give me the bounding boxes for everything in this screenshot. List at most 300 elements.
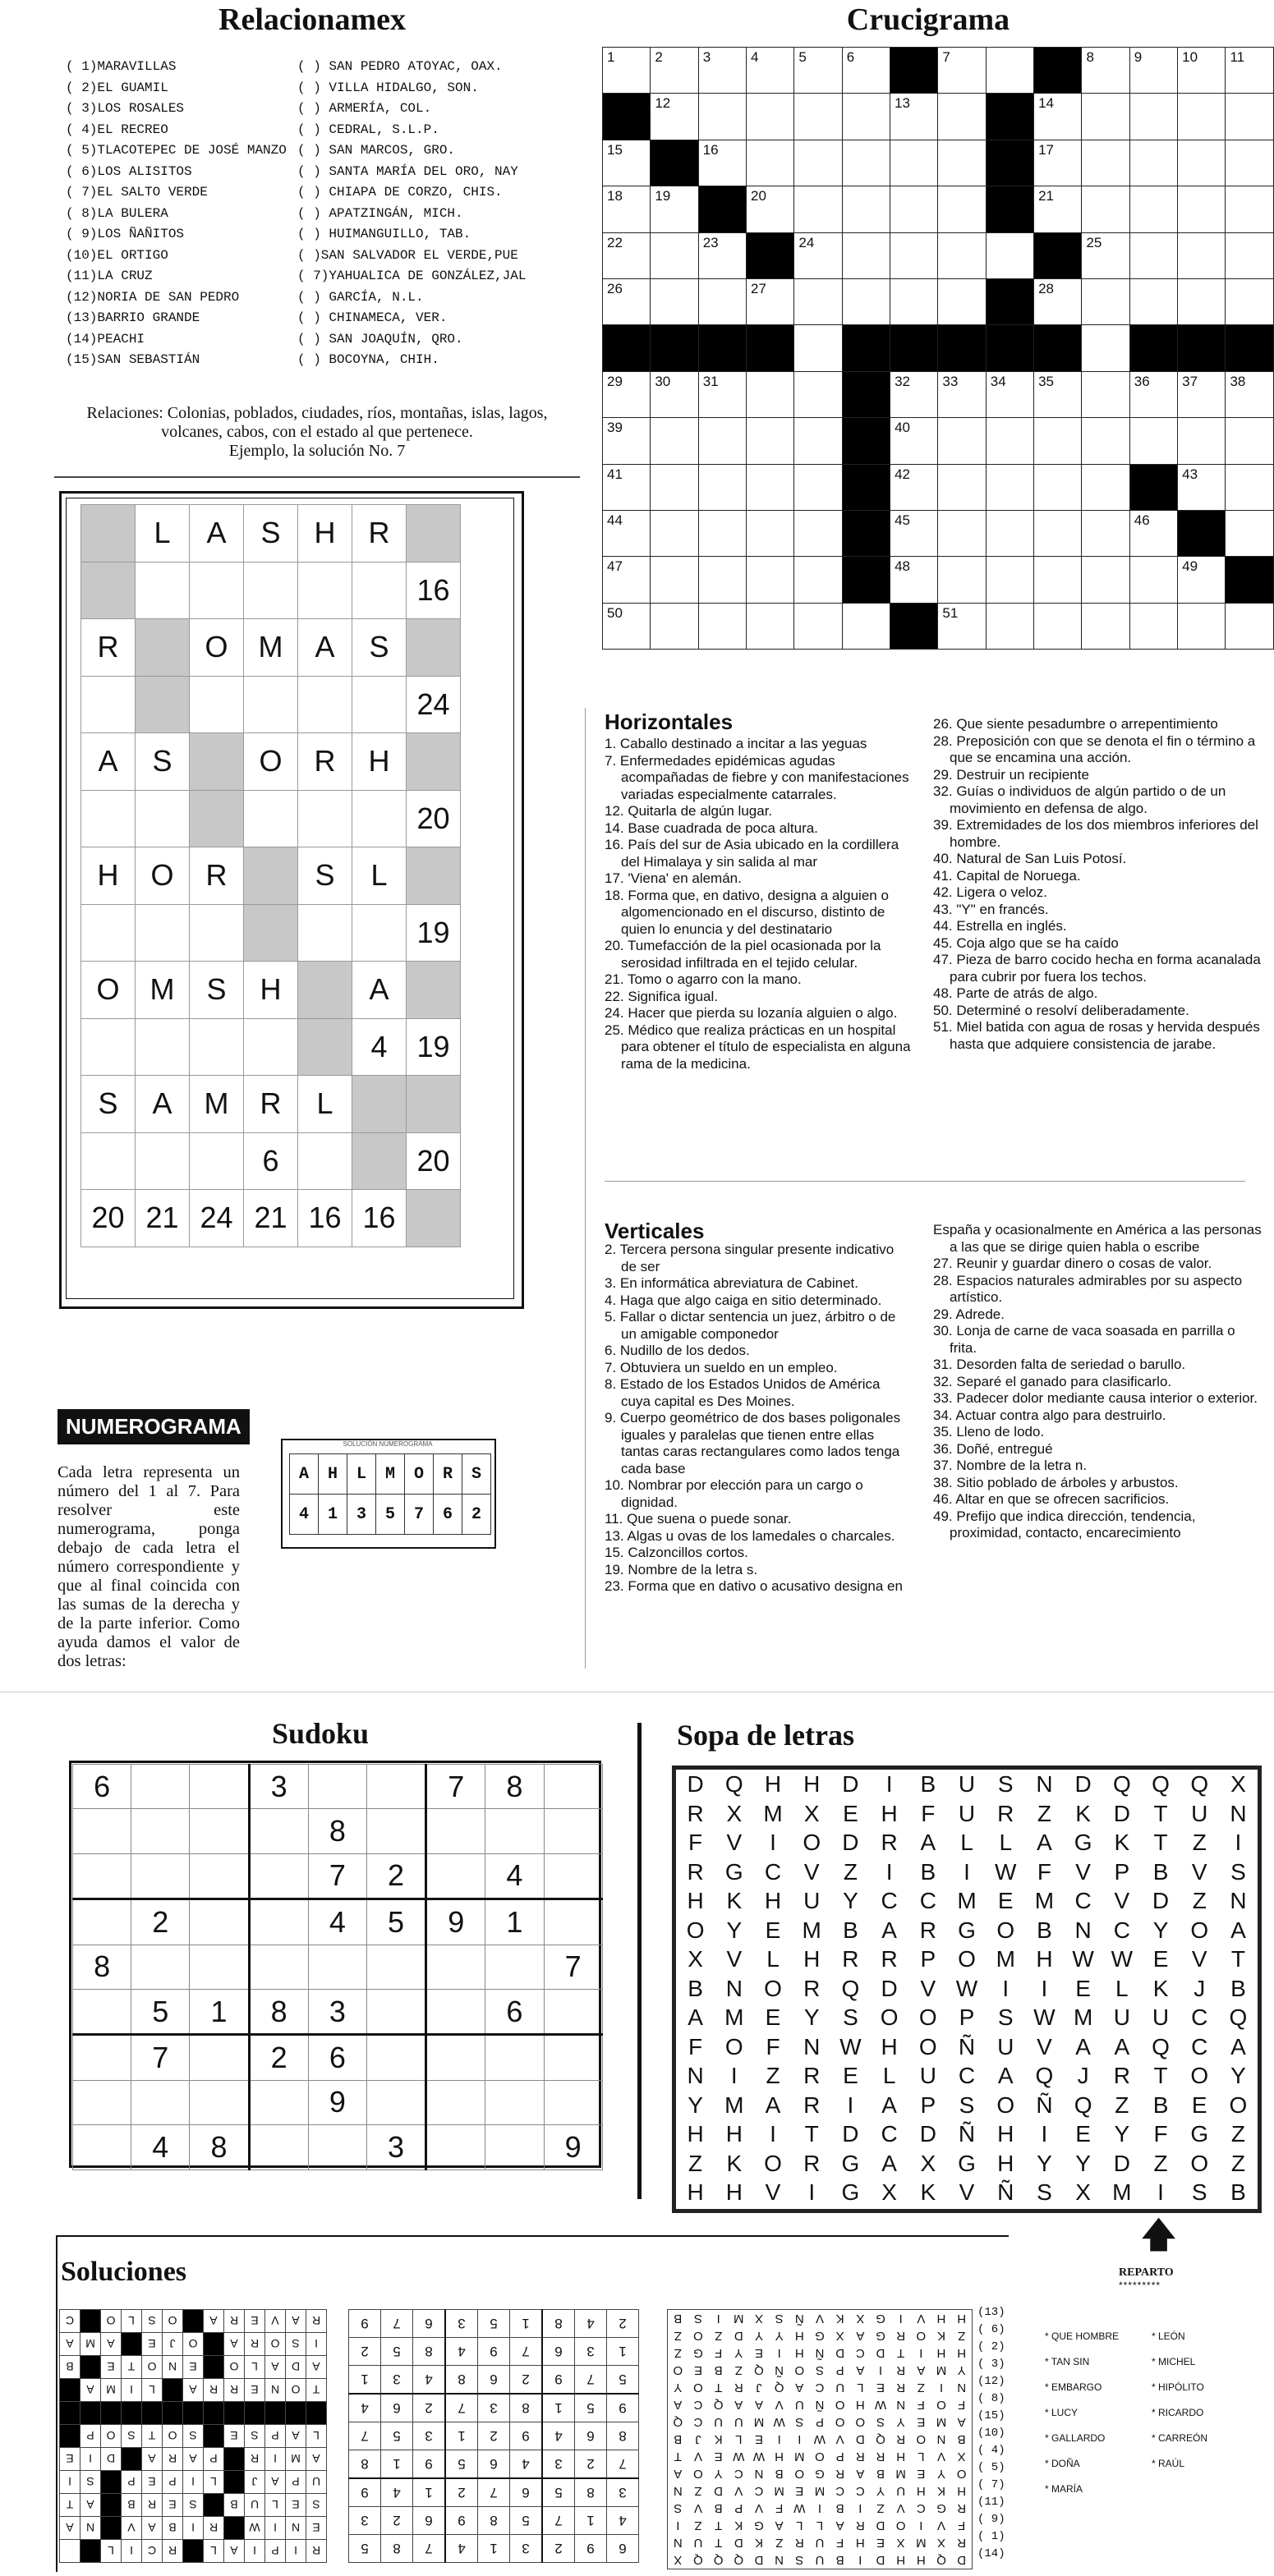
sopa-letter[interactable]: I [1235,1830,1242,1855]
sopa-letter[interactable]: Y [1075,2150,1091,2176]
sopa-letter[interactable]: L [999,1830,1013,1855]
crossword-cell[interactable] [651,510,698,556]
sopa-letter[interactable]: N [1036,1771,1053,1797]
sopa-letter[interactable]: W [839,2033,862,2059]
sudoku-cell[interactable] [190,1853,249,1899]
sopa-letter[interactable]: V [959,2179,975,2205]
sopa-letter[interactable]: N [1230,1800,1247,1826]
sopa-letter[interactable]: W [995,1858,1017,1885]
sopa-letter[interactable]: V [920,1975,936,2001]
sopa-letter[interactable]: A [920,1830,936,1855]
sopa-letter[interactable]: U [1152,2004,1170,2030]
letter-cell[interactable] [352,562,407,619]
sopa-letter[interactable]: U [919,2063,936,2088]
sudoku-cell[interactable] [249,1899,308,1945]
crossword-cell[interactable] [651,603,698,649]
sopa-letter[interactable]: A [881,1917,897,1943]
sopa-letter[interactable]: T [1153,1830,1168,1855]
letter-cell[interactable] [244,790,298,847]
sopa-letter[interactable]: E [843,1800,858,1826]
sopa-letter[interactable]: Ñ [1036,2092,1053,2118]
crossword-cell[interactable] [890,557,938,603]
relacion-state[interactable]: ( ) SANTA MARÍA DEL ORO, NAY [297,163,518,179]
sopa-letter[interactable]: R [803,2150,821,2176]
sudoku-cell[interactable] [131,1809,190,1853]
sopa-letter[interactable]: V [726,1946,743,1972]
sopa-letter[interactable]: F [1153,2121,1168,2147]
sudoku-cell[interactable] [366,1765,425,1809]
sopa-letter[interactable]: E [997,1888,1014,1913]
sopa-letter[interactable]: C [881,1888,898,1913]
sopa-letter[interactable]: X [881,2179,897,2205]
crossword-cell[interactable] [986,232,1033,278]
sopa-letter[interactable]: K [726,1888,743,1913]
sopa-letter[interactable]: G [1190,2121,1209,2147]
sopa-letter[interactable]: S [1191,2179,1207,2205]
crossword-cell[interactable] [1178,94,1226,140]
letter-cell[interactable] [190,1018,244,1076]
sopa-letter[interactable]: F [766,2033,780,2059]
sopa-letter[interactable]: V [1191,1858,1207,1885]
crossword-cell[interactable] [1178,48,1226,94]
relacion-state[interactable]: ( ) ARMERÍA, COL. [297,101,432,116]
sopa-letter[interactable]: V [803,1858,820,1885]
crossword-cell[interactable] [603,48,651,94]
sopa-letter[interactable]: G [841,2179,860,2205]
sudoku-cell[interactable] [544,1809,602,1853]
sopa-letter[interactable]: D [881,1975,898,2001]
sopa-letter[interactable]: I [770,1830,776,1855]
sopa-letter[interactable]: K [726,2150,743,2176]
sopa-letter[interactable]: N [1230,1888,1247,1913]
sopa-letter[interactable]: B [1230,1975,1246,2001]
sudoku-cell[interactable] [426,2125,485,2170]
crossword-cell[interactable] [651,557,698,603]
sudoku-cell[interactable] [544,1899,602,1945]
sopa-letter[interactable]: L [766,1946,780,1972]
sopa-letter[interactable]: S [997,2004,1014,2030]
sopa-letter[interactable]: Q [1074,2092,1092,2118]
crossword-cell[interactable] [842,278,890,324]
crossword-cell[interactable] [603,371,651,417]
sopa-letter[interactable]: M [996,1946,1015,1972]
crossword-cell[interactable] [747,557,794,603]
crossword-cell[interactable] [1034,510,1082,556]
sopa-letter[interactable]: L [1115,1975,1129,2001]
sopa-letter[interactable]: C [1191,2004,1208,2030]
crossword-cell[interactable] [651,48,698,94]
sudoku-cell[interactable] [544,1853,602,1899]
crossword-cell[interactable] [938,186,986,232]
sopa-letter[interactable]: Z [1115,2092,1129,2118]
sopa-letter[interactable]: Q [1112,1771,1131,1797]
sopa-letter[interactable]: B [1230,2179,1246,2205]
sopa-letter[interactable]: Z [1192,1888,1207,1913]
sopa-letter[interactable]: O [996,1917,1015,1943]
sopa-letter[interactable]: M [724,2092,744,2118]
sopa-letter[interactable]: U [958,1771,976,1797]
sopa-letter[interactable]: P [920,1946,936,1972]
sopa-letter[interactable]: T [1153,2063,1168,2088]
crossword-cell[interactable] [794,325,842,371]
sopa-letter[interactable]: D [1074,1771,1092,1797]
crossword-cell[interactable] [1082,48,1129,94]
sudoku-cell[interactable] [308,2125,366,2170]
sopa-letter[interactable]: C [919,1888,936,1913]
sopa-letter[interactable]: O [724,2033,743,2059]
letter-cell[interactable] [136,904,190,962]
sopa-letter[interactable]: X [1230,1771,1246,1797]
crossword-cell[interactable] [1129,278,1177,324]
relacion-state[interactable]: ( ) SAN JOAQUÍN, QRO. [297,331,463,347]
crossword-cell[interactable] [794,278,842,324]
sopa-letter[interactable]: Z [688,2150,703,2176]
sudoku-cell[interactable] [544,1765,602,1809]
crossword-cell[interactable] [794,94,842,140]
crossword-cell[interactable] [698,603,746,649]
letter-cell[interactable] [136,790,190,847]
crossword-cell[interactable] [1226,418,1274,464]
sopa-letter[interactable]: Q [1190,1771,1209,1797]
sopa-letter[interactable]: A [881,2150,897,2176]
letter-cell[interactable] [190,562,244,619]
sopa-letter[interactable]: C [764,1858,782,1885]
letter-cell[interactable] [81,1132,136,1190]
relacion-state[interactable]: ( ) SAN PEDRO ATOYAC, OAX. [297,59,503,74]
sopa-letter[interactable]: A [765,2092,781,2118]
crossword-cell[interactable] [1034,94,1082,140]
sudoku-cell[interactable] [426,1989,485,2034]
crossword-cell[interactable] [1129,48,1177,94]
crossword-cell[interactable] [1082,140,1129,186]
letter-cell[interactable] [352,790,407,847]
crossword-cell[interactable] [890,186,938,232]
sopa-letter[interactable]: U [958,1800,976,1826]
crossword-cell[interactable] [938,371,986,417]
crossword-cell[interactable] [890,94,938,140]
crossword-cell[interactable] [938,418,986,464]
relacion-state[interactable]: ( )SAN SALVADOR EL VERDE,PUE [297,247,518,263]
crossword-cell[interactable] [1226,510,1274,556]
sopa-letter[interactable]: I [770,2121,776,2147]
letter-cell[interactable] [298,676,352,733]
crossword-cell[interactable] [842,186,890,232]
letter-cell[interactable] [136,1018,190,1076]
crossword-cell[interactable] [1226,94,1274,140]
sopa-letter[interactable]: R [803,2092,821,2118]
sopa-letter[interactable]: L [960,1830,973,1855]
sopa-letter[interactable]: O [1190,1917,1209,1943]
sudoku-cell[interactable] [366,2080,425,2124]
crossword-cell[interactable] [698,94,746,140]
crossword-cell[interactable] [1226,140,1274,186]
sopa-letter[interactable]: H [687,2179,704,2205]
sopa-letter[interactable]: G [958,1917,976,1943]
crossword-cell[interactable] [1034,418,1082,464]
sopa-letter[interactable]: D [919,2121,936,2147]
crossword-cell[interactable] [1082,371,1129,417]
sopa-letter[interactable]: X [803,1800,820,1826]
sopa-letter[interactable]: R [803,1975,821,2001]
sopa-letter[interactable]: D [1113,2150,1130,2176]
sudoku-cell[interactable] [249,1809,308,1853]
sopa-letter[interactable]: A [1037,1830,1052,1855]
crossword-cell[interactable] [1082,557,1129,603]
crossword-cell[interactable] [794,371,842,417]
crossword-cell[interactable] [698,557,746,603]
crossword-cell[interactable] [842,94,890,140]
sopa-letter[interactable]: F [1037,1858,1051,1885]
sopa-letter[interactable]: H [997,2150,1014,2176]
sopa-letter[interactable]: T [804,2121,819,2147]
sopa-letter[interactable]: P [1114,1858,1130,1885]
letter-cell[interactable] [244,562,298,619]
relacion-state[interactable]: ( ) BOCOYNA, CHIH. [297,352,439,367]
sudoku-cell[interactable] [485,1809,544,1853]
letter-cell[interactable] [81,1018,136,1076]
crossword-cell[interactable] [938,48,986,94]
crossword-cell[interactable] [651,278,698,324]
sopa-letter[interactable]: Q [724,1771,743,1797]
crossword-cell[interactable] [890,232,938,278]
letter-cell[interactable] [190,1132,244,1190]
sopa-letter[interactable]: F [688,1830,703,1855]
sopa-letter[interactable]: W [1072,1946,1094,1972]
crossword-cell[interactable] [1226,232,1274,278]
sopa-letter[interactable]: E [765,1917,781,1943]
crossword-cell[interactable] [986,510,1033,556]
sopa-letter[interactable]: X [920,2150,936,2176]
sopa-letter[interactable]: A [1230,2033,1246,2059]
crossword-cell[interactable] [1178,278,1226,324]
sopa-letter[interactable]: C [1191,2033,1208,2059]
sopa-letter[interactable]: Q [1152,2033,1170,2059]
crossword-cell[interactable] [1178,371,1226,417]
sopa-letter[interactable]: Ñ [958,2121,976,2147]
relacion-state[interactable]: ( ) HUIMANGUILLO, TAB. [297,227,471,241]
sopa-letter[interactable]: Y [1230,2063,1246,2088]
sopa-letter[interactable]: Z [843,1858,858,1885]
sopa-letter[interactable]: H [687,1888,704,1913]
sopa-letter[interactable]: O [918,2004,937,2030]
crossword-cell[interactable] [698,48,746,94]
sopa-letter[interactable]: H [803,1771,821,1797]
crossword-cell[interactable] [1082,94,1129,140]
sopa-letter[interactable]: M [1034,1888,1055,1913]
crossword-cell[interactable] [1226,371,1274,417]
crossword-cell[interactable] [603,603,651,649]
sopa-letter[interactable]: O [958,1946,976,1972]
sudoku-cell[interactable] [544,1989,602,2034]
crossword-cell[interactable] [986,418,1033,464]
sudoku-cell[interactable] [190,1899,249,1945]
crossword-cell[interactable] [794,48,842,94]
crossword-cell[interactable] [1178,232,1226,278]
letter-cell[interactable] [298,790,352,847]
sopa-letter[interactable]: H [725,2179,743,2205]
sudoku-cell[interactable] [426,2080,485,2124]
crossword-cell[interactable] [1178,186,1226,232]
crossword-cell[interactable] [603,557,651,603]
sopa-letter[interactable]: O [1229,2092,1248,2118]
sopa-letter[interactable]: D [842,1830,859,1855]
sopa-letter[interactable]: Q [1229,2004,1248,2030]
sopa-letter[interactable]: E [1075,1975,1091,2001]
sudoku-cell[interactable] [73,2125,131,2170]
sudoku-cell[interactable] [366,2035,425,2080]
crossword-cell[interactable] [747,278,794,324]
sopa-letter[interactable]: P [959,2004,975,2030]
sopa-letter[interactable]: Y [803,2004,820,2030]
sopa-letter[interactable]: I [1041,2121,1048,2147]
sopa-letter[interactable]: I [1041,1975,1048,2001]
crossword-cell[interactable] [986,48,1033,94]
sopa-letter[interactable]: Y [843,1888,858,1913]
sopa-letter[interactable]: K [1075,1800,1091,1826]
relacion-state[interactable]: ( 7)YAHUALICA DE GONZÁLEZ,JAL [297,269,527,283]
crossword-cell[interactable] [1178,603,1226,649]
sudoku-cell[interactable] [308,1945,366,1989]
relacion-state[interactable]: ( ) APATZINGÁN, MICH. [297,205,463,221]
sopa-letter[interactable]: M [724,2004,744,2030]
crossword-cell[interactable] [651,371,698,417]
crossword-cell[interactable] [1034,186,1082,232]
crossword-cell[interactable] [842,140,890,186]
relacion-state[interactable]: ( ) SAN MARCOS, GRO. [297,143,456,158]
sopa-letter[interactable]: O [764,1975,782,2001]
sopa-letter[interactable]: S [843,2004,858,2030]
sopa-letter[interactable]: I [730,2063,738,2088]
sopa-letter[interactable]: V [765,2179,781,2205]
crossword-cell[interactable] [986,557,1033,603]
sopa-letter[interactable]: B [1152,2092,1169,2118]
crossword-cell[interactable] [1178,140,1226,186]
letter-cell[interactable] [190,904,244,962]
sopa-letter[interactable]: G [958,2150,976,2176]
sopa-letter[interactable]: H [881,1800,898,1826]
crossword-cell[interactable] [842,603,890,649]
letter-cell[interactable] [298,562,352,619]
sopa-letter[interactable]: A [1114,2033,1130,2059]
crossword-cell[interactable] [1082,603,1129,649]
crossword-cell[interactable] [1034,603,1082,649]
crossword-cell[interactable] [890,140,938,186]
crossword-cell[interactable] [747,140,794,186]
sopa-letter[interactable]: E [1191,2092,1207,2118]
crossword-cell[interactable] [1129,557,1177,603]
crossword-cell[interactable] [794,140,842,186]
crossword-cell[interactable] [603,186,651,232]
crossword-cell[interactable] [794,232,842,278]
letter-cell[interactable] [244,676,298,733]
relacion-state[interactable]: ( ) CHIAPA DE CORZO, CHIS. [297,185,503,200]
sopa-letter[interactable]: D [1113,1800,1130,1826]
sopa-letter[interactable]: R [1113,2063,1130,2088]
sopa-letter[interactable]: I [885,1771,893,1797]
sopa-letter[interactable]: Z [1153,2150,1168,2176]
sopa-letter[interactable]: W [955,1975,978,2001]
letter-cell[interactable] [136,1132,190,1190]
crossword-cell[interactable] [747,94,794,140]
crossword-cell[interactable] [698,510,746,556]
sudoku-cell[interactable] [249,1853,308,1899]
sopa-letter[interactable]: U [1191,1800,1208,1826]
sopa-letter[interactable]: Q [841,1975,860,2001]
sopa-letter[interactable]: O [918,2033,937,2059]
crossword-cell[interactable] [1034,278,1082,324]
sopa-letter[interactable]: S [1037,2179,1052,2205]
crossword-cell[interactable] [747,418,794,464]
crossword-cell[interactable] [938,557,986,603]
sopa-letter[interactable]: A [881,2092,897,2118]
sopa-letter[interactable]: Q [1152,1771,1170,1797]
sopa-letter[interactable]: Y [1114,2121,1130,2147]
sopa-letter[interactable]: O [1190,2063,1209,2088]
sopa-letter[interactable]: Y [1152,1917,1169,1943]
sopa-letter[interactable]: H [881,2033,898,2059]
crossword-cell[interactable] [1082,510,1129,556]
crossword-cell[interactable] [603,232,651,278]
sopa-letter[interactable]: Z [1192,1830,1207,1855]
sopa-letter[interactable]: U [803,1888,821,1913]
crossword-cell[interactable] [890,464,938,510]
sopa-letter[interactable]: M [1112,2179,1132,2205]
sopa-letter[interactable]: H [1036,1946,1053,1972]
crossword-cell[interactable] [794,603,842,649]
sopa-letter[interactable]: U [997,2033,1014,2059]
sopa-letter[interactable]: X [688,1946,703,1972]
crossword-cell[interactable] [1226,464,1274,510]
letter-cell[interactable] [81,676,136,733]
sopa-letter[interactable]: D [842,2121,859,2147]
sopa-letter[interactable]: Z [1230,2150,1245,2176]
crossword-cell[interactable] [1082,418,1129,464]
crossword-cell[interactable] [603,418,651,464]
sopa-letter[interactable]: Ñ [997,2179,1014,2205]
crossword-cell[interactable] [1034,557,1082,603]
crossword-cell[interactable] [938,603,986,649]
sudoku-cell[interactable] [73,2035,131,2080]
crossword-cell[interactable] [938,510,986,556]
crossword-cell[interactable] [747,371,794,417]
crossword-cell[interactable] [1178,418,1226,464]
sopa-letter[interactable]: Ñ [958,2033,976,2059]
crossword-cell[interactable] [1082,278,1129,324]
crossword-cell[interactable] [698,140,746,186]
sopa-letter[interactable]: R [687,1800,704,1826]
sopa-letter[interactable]: I [1002,1975,1010,2001]
sopa-letter[interactable]: S [1230,1858,1246,1885]
sopa-letter[interactable]: B [920,1858,936,1885]
sudoku-cell[interactable] [73,1989,131,2034]
sopa-letter[interactable]: V [1191,1946,1207,1972]
crossword-cell[interactable] [698,418,746,464]
crossword-cell[interactable] [603,464,651,510]
letter-cell[interactable] [244,1018,298,1076]
sopa-letter[interactable]: W [1033,2004,1056,2030]
crossword-cell[interactable] [890,418,938,464]
crossword-cell[interactable] [1129,371,1177,417]
crossword-cell[interactable] [747,186,794,232]
sudoku-cell[interactable] [544,2080,602,2124]
sopa-letter[interactable]: I [808,2179,816,2205]
sudoku-cell[interactable] [485,1945,544,1989]
sopa-letter[interactable]: L [882,2063,896,2088]
sopa-letter[interactable]: Y [1037,2150,1052,2176]
sopa-letter[interactable]: Z [1037,1800,1051,1826]
sopa-letter[interactable]: E [765,2004,781,2030]
sopa-letter[interactable]: N [1074,1917,1092,1943]
